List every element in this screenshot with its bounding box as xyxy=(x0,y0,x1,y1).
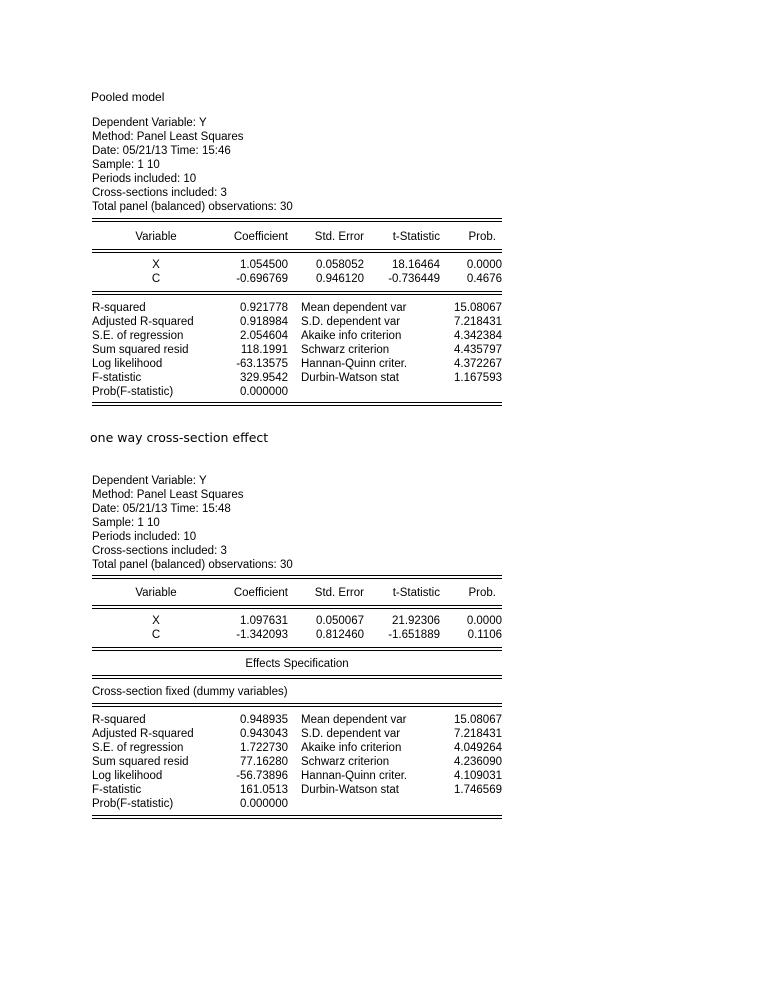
cross-sections-included: Cross-sections included: 3 xyxy=(92,545,227,557)
stat-value-2: 4.342384 xyxy=(454,330,502,342)
stat-label: R-squared xyxy=(92,302,146,314)
stat-label: F-statistic xyxy=(92,784,142,796)
stat-label-2: Akaike info criterion xyxy=(301,330,402,342)
divider xyxy=(92,647,502,648)
dependent-variable: Dependent Variable: Y xyxy=(92,117,207,129)
divider xyxy=(92,608,502,609)
coef-prob: 0.1106 xyxy=(467,629,502,641)
dependent-variable: Dependent Variable: Y xyxy=(92,475,207,487)
coef-variable: C xyxy=(151,273,161,285)
stat-label: Sum squared resid xyxy=(92,756,189,768)
coef-t-stat: -1.651889 xyxy=(388,629,440,641)
cross-sections-included: Cross-sections included: 3 xyxy=(92,187,227,199)
stat-label-2: Durbin-Watson stat xyxy=(301,784,399,796)
divider xyxy=(92,578,502,579)
stat-value: -63.13575 xyxy=(236,358,288,370)
total-observations: Total panel (balanced) observations: 30 xyxy=(92,559,293,571)
stat-value-2: 4.109031 xyxy=(454,770,502,782)
column-header-prob: Prob. xyxy=(468,231,496,243)
divider xyxy=(92,575,502,576)
stat-value-2: 15.08067 xyxy=(454,714,502,726)
stat-label: Adjusted R-squared xyxy=(92,316,194,328)
stat-label-2: Schwarz criterion xyxy=(301,756,390,768)
stat-label-2: Hannan-Quinn criter. xyxy=(301,358,408,370)
effects-specification-title: Effects Specification xyxy=(245,658,349,670)
stat-value-2: 4.049264 xyxy=(454,742,502,754)
divider xyxy=(92,675,502,676)
stat-label-2: Schwarz criterion xyxy=(301,344,390,356)
divider xyxy=(92,221,502,222)
stat-label: Prob(F-statistic) xyxy=(92,386,174,398)
stat-label-2: Hannan-Quinn criter. xyxy=(301,770,408,782)
stat-label: Adjusted R-squared xyxy=(92,728,194,740)
divider xyxy=(92,291,502,292)
divider xyxy=(92,605,502,606)
divider xyxy=(92,294,502,295)
column-header-coefficient: Coefficient xyxy=(233,587,288,599)
stat-label: R-squared xyxy=(92,714,146,726)
stat-value-2: 1.746569 xyxy=(454,784,502,796)
sample: Sample: 1 10 xyxy=(92,159,160,171)
stat-label: Log likelihood xyxy=(92,770,163,782)
stat-value: -56.73896 xyxy=(236,770,288,782)
divider xyxy=(92,703,502,704)
stat-label-2: Mean dependent var xyxy=(301,302,407,314)
stat-value-2: 4.236090 xyxy=(454,756,502,768)
coef-std-error: 0.812460 xyxy=(316,629,364,641)
stat-value-2: 15.08067 xyxy=(454,302,502,314)
effects-note: Cross-section fixed (dummy variables) xyxy=(92,686,288,698)
stat-value: 0.000000 xyxy=(240,386,288,398)
column-header-std-error: Std. Error xyxy=(314,231,364,243)
stat-value: 1.722730 xyxy=(240,742,288,754)
stat-label: S.E. of regression xyxy=(92,330,184,342)
coef-std-error: 0.050067 xyxy=(316,615,364,627)
coef-prob: 0.4676 xyxy=(466,273,502,285)
coef-prob: 0.0000 xyxy=(466,259,502,271)
divider xyxy=(92,249,502,250)
stat-value: 0.918984 xyxy=(240,316,288,328)
divider xyxy=(92,650,502,651)
periods-included: Periods included: 10 xyxy=(92,173,197,185)
section1-title: Pooled model xyxy=(91,90,165,104)
divider xyxy=(92,402,502,403)
stat-label: S.E. of regression xyxy=(92,742,184,754)
column-header-variable: Variable xyxy=(135,587,177,599)
stat-value: 2.054604 xyxy=(240,330,288,342)
coef-value: 1.097631 xyxy=(240,615,288,627)
method: Method: Panel Least Squares xyxy=(92,489,244,501)
divider xyxy=(92,815,502,816)
coef-std-error: 0.058052 xyxy=(316,259,364,271)
stat-value-2: 4.372267 xyxy=(454,358,502,370)
date-time: Date: 05/21/13 Time: 15:46 xyxy=(92,145,231,157)
column-header-variable: Variable xyxy=(135,231,177,243)
stat-value: 0.921778 xyxy=(240,302,288,314)
column-header-coefficient: Coefficient xyxy=(233,231,288,243)
stat-value-2: 7.218431 xyxy=(454,728,502,740)
stat-label: Prob(F-statistic) xyxy=(92,798,174,810)
stat-value: 118.1991 xyxy=(240,344,288,356)
stat-label: F-statistic xyxy=(92,372,142,384)
date-time: Date: 05/21/13 Time: 15:48 xyxy=(92,503,231,515)
coef-value: -0.696769 xyxy=(236,273,288,285)
coef-variable: X xyxy=(152,259,160,271)
sample: Sample: 1 10 xyxy=(92,517,160,529)
section2-title: one way cross-section effect xyxy=(90,430,269,445)
divider xyxy=(92,252,502,253)
periods-included: Periods included: 10 xyxy=(92,531,197,543)
divider xyxy=(92,706,502,707)
coef-t-stat: 18.16464 xyxy=(392,259,440,271)
divider xyxy=(92,405,502,406)
coef-t-stat: -0.736449 xyxy=(388,273,440,285)
divider xyxy=(92,678,502,679)
stat-label: Log likelihood xyxy=(92,358,163,370)
coef-variable: X xyxy=(152,615,160,627)
total-observations: Total panel (balanced) observations: 30 xyxy=(92,201,293,213)
coef-variable: C xyxy=(151,629,161,641)
stat-value: 77.16280 xyxy=(240,756,288,768)
method: Method: Panel Least Squares xyxy=(92,131,244,143)
coef-value: 1.054500 xyxy=(240,259,288,271)
coef-value: -1.342093 xyxy=(236,629,288,641)
stat-value: 329.9542 xyxy=(240,372,288,384)
stat-label-2: S.D. dependent var xyxy=(301,316,401,328)
column-header-prob: Prob. xyxy=(468,587,496,599)
stat-label-2: Durbin-Watson stat xyxy=(301,372,399,384)
coef-std-error: 0.946120 xyxy=(316,273,364,285)
stat-value-2: 7.218431 xyxy=(454,316,502,328)
column-header-t-statistic: t-Statistic xyxy=(392,231,440,243)
divider xyxy=(92,818,502,819)
stat-value: 0.948935 xyxy=(240,714,288,726)
stat-label-2: Mean dependent var xyxy=(301,714,407,726)
column-header-std-error: Std. Error xyxy=(314,587,364,599)
coef-prob: 0.0000 xyxy=(466,615,502,627)
divider xyxy=(92,218,502,219)
coef-t-stat: 21.92306 xyxy=(392,615,440,627)
stat-value-2: 1.167593 xyxy=(454,372,502,384)
column-header-t-statistic: t-Statistic xyxy=(392,587,440,599)
stat-value: 0.000000 xyxy=(240,798,288,810)
stat-label-2: Akaike info criterion xyxy=(301,742,402,754)
stat-label-2: S.D. dependent var xyxy=(301,728,401,740)
stat-value: 0.943043 xyxy=(240,728,288,740)
stat-value-2: 4.435797 xyxy=(454,344,502,356)
stat-value: 161.0513 xyxy=(240,784,288,796)
stat-label: Sum squared resid xyxy=(92,344,189,356)
